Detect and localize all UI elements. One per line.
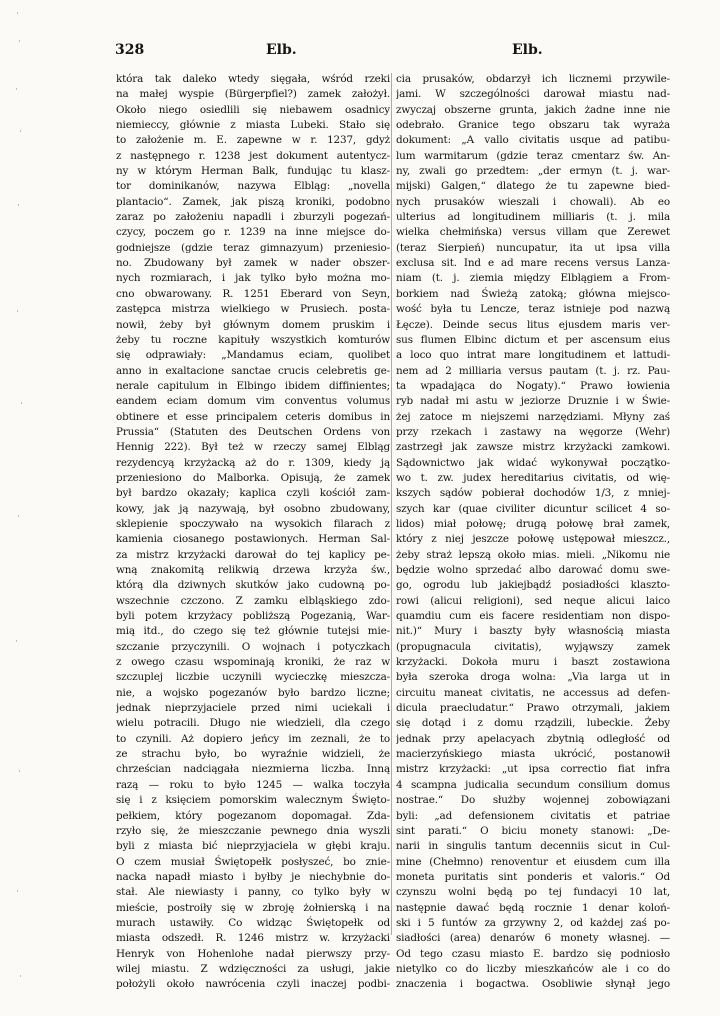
text-line: zaraz po założeniu napadli i zburzyli pogezań- <box>116 211 390 224</box>
text-line: niemieccy, głównie z miasta Lubeki. Stało się <box>116 119 390 132</box>
text-line: był bardzo okazały; kaplica czyli kościół zam- <box>116 487 390 500</box>
text-line: plantacio“. Zamek, jak piszą kroniki, podobno <box>116 195 390 208</box>
text-line: zastępca mistrza wielkiego w Prusiech. posta- <box>116 303 390 316</box>
text-line: cia prusaków, obdarzył ich licznemi przywile- <box>396 73 670 85</box>
text-line: kszych sądów pobierał dochodów 1/3, z mniej- <box>396 487 670 500</box>
text-line: czycy, poczem go r. 1239 na inne miejsce do- <box>116 226 390 239</box>
text-line: eandem eciam domum vim conventus volumus <box>116 395 390 408</box>
text-line: cno obwarowany. R. 1251 Eberard von Seyn, <box>116 287 390 300</box>
text-line: przy rzekach i zastawy na węgorze (Wehr) <box>396 425 670 438</box>
text-line: będzie wolno sprzedać albo darować domu swe- <box>396 564 670 576</box>
text-line: anno in exaltacione sanctae crucis celebretis ge- <box>116 364 390 377</box>
text-line: nerale capitulum in Elbingo ibidem diffinientes; <box>116 379 390 392</box>
text-line: chrześcian nadciągała niezmierna liczba. Inną <box>116 763 390 776</box>
text-line: żej zatoce m niejszemi narzędziami. Młyny zaś <box>396 410 670 423</box>
text-line: niam (t. j. ziemia między Elblągiem a From- <box>396 272 670 285</box>
text-line: a loco quo intrat mare longitudinem et lattudi- <box>396 349 670 362</box>
text-line: nacka napadł miasto i byłby je niechybnie do- <box>116 870 390 883</box>
text-line: z następnego r. 1238 jest dokument autentycz- <box>116 149 390 162</box>
text-line: murach ustawiły. Co widząc Świętopełk od <box>116 916 390 929</box>
text-line: mią itd., do czego się też głównie tutejsi mie- <box>116 625 390 638</box>
text-line: się i z księciem pomorskim walecznym Święto- <box>116 794 390 807</box>
text-line: nostrae.“ Do służby wojennej zobowiązani <box>396 794 670 807</box>
text-line: ski i 5 funtów za grzywny 2, od każdej zaś po- <box>396 916 670 929</box>
text-line: ny, zwali go przedtem: „der ermyn (t. j. war- <box>396 165 670 178</box>
text-line: sklepienie spoczywało na wysokich filarach z <box>116 517 390 530</box>
text-line: sus flumen Elbinc dictum et per ascensum eius <box>396 333 670 346</box>
text-line: byli potem krzyżacy pobliższą Pogezanią, War- <box>116 610 390 623</box>
text-line: Około niego osiedlili się niebawem osadnicy <box>116 103 390 116</box>
text-line: rezydencyą krzyżacką aż do r. 1309, kiedy ją <box>116 456 390 469</box>
page-number: 328 <box>115 42 145 58</box>
text-line: ze strachu było, bo wyraźnie widzieli, że <box>116 748 390 761</box>
text-line: zwyczaj obszerne grunta, jakich żadne inne nie <box>396 103 670 116</box>
text-line: następnie dawać będą rocznie 1 denar koloń- <box>396 901 670 914</box>
text-line: lidos) miał połowę; drugą połowę brał zamek, <box>396 517 670 530</box>
text-line: lum warmitarum (gdzie teraz cmentarz św. An- <box>396 149 670 162</box>
text-line: dicula praecludatur.“ Prawo otrzymali, jakiem <box>396 702 670 715</box>
text-line: nietylko co do liczby mieszkańców ale i co do <box>396 962 670 975</box>
text-line: zastrzegł jak zawsze mistrz krzyżacki zamkowi. <box>396 441 670 454</box>
text-line: rowi (alicui religioni), sed neque alicui laico <box>396 594 670 607</box>
text-line: to czynili. Aż dopiero jeńcy im zeznali, że to <box>116 732 390 745</box>
text-line: żeby straż lepszą około mias. mieli. „Nikomu nie <box>396 548 670 561</box>
text-line: ryb nadał mi astu w jeziorze Druznie i w Świe- <box>396 395 670 408</box>
text-line: miasta odszedł. R. 1246 mistrz w. krzyżacki <box>116 932 390 945</box>
text-line: jednak przy apelacyach zbytnią odległość od <box>396 732 670 745</box>
text-line: Henryk von Hohenlohe nadał pierwszy przy- <box>116 947 390 960</box>
text-line: wilej miastu. Z wdzięczności za usługi, jakie <box>116 962 390 975</box>
text-line: szych kar (quae civiliter dicuntur scilicet 4 so- <box>396 502 670 515</box>
text-line: byli z miasta bić nieprzyjaciela w głębi kraju. <box>116 840 390 853</box>
text-line: macierzyńskiego miasta ukrócić, postanowił <box>396 748 670 761</box>
left-text-column <box>116 72 390 993</box>
text-line: jami. W szczególności darował miastu nad- <box>396 88 670 101</box>
text-line: mine (Chełmno) renoventur et eiusdem cum illa <box>396 855 670 868</box>
text-line: obtinere et esse principalem ceteris domibus in <box>116 410 390 423</box>
text-line: ta wpadająca do Nogaty).“ Prawo łowienia <box>396 379 670 392</box>
column-divider <box>391 73 392 935</box>
text-line: 4 scampna judicalia secundum consilium domus <box>396 778 670 791</box>
text-line: szczanie przyczynili. O wojnach i potyczkach <box>116 640 390 653</box>
text-line: wość była tu Lencze, teraz istnieje pod nazwą <box>396 303 670 316</box>
text-line: znaczenia i bogactwa. Osobliwie słynął jego <box>396 978 670 991</box>
text-line: krzyżacki. Dokoła muru i baszt zostawiona <box>396 656 670 669</box>
text-line: sint parati.“ O biciu monety stanowi: „De- <box>396 824 670 837</box>
text-line: nowił, żeby był głównym domem pruskim i <box>116 318 390 331</box>
text-line: który z niej jeszcze połowę ustępował mieszcz., <box>396 533 670 546</box>
text-line: kowy, jak ją nazywają, był osobno zbudowany, <box>116 502 390 515</box>
text-line: położyli około nawrócenia czyli inaczej podbi- <box>116 978 390 991</box>
text-line: kamienia ciosanego postawionych. Herman Sal- <box>116 533 390 546</box>
text-line: ny w którym Herman Balk, fundując tu klasz- <box>116 165 390 178</box>
text-line: quamdiu cum eis facere residentiam non dispo- <box>396 610 670 623</box>
text-line: byli: „ad defensionem civitatis et patriae <box>396 809 670 822</box>
right-text-column <box>396 72 670 993</box>
text-line: była szeroka droga wolna: „Via larga ut in <box>396 671 670 684</box>
text-line: borkiem nad Świeżą zatoką; główna miejsco- <box>396 287 670 300</box>
text-line: szczuplej liczbie uczynili wycieczkę mieszcza- <box>116 671 390 684</box>
text-line: Od tego czasu miasto E. bardzo się podniosło <box>396 947 670 960</box>
text-line: mieście, postroiły się w zbroję żołnierską i na <box>116 901 390 914</box>
text-line: mijski) Galgen,“ dlatego że tu zapewne bied- <box>396 180 670 193</box>
text-line: Sądownictwo jak widać wykonywał początko- <box>396 456 670 469</box>
text-line: Hennig 222). Był też w rzeczy samej Elbląg <box>116 441 390 454</box>
text-line: nem ad 2 milliaria versus pautam (t. j. rz. Pau- <box>396 364 670 377</box>
text-line: która tak daleko wtedy sięgała, wśród rzeki <box>116 73 390 85</box>
text-line: odebrało. Granice tego obszaru tak wyraża <box>396 119 670 132</box>
text-line: moneta puritatis sint ponderis et valoris.“ Od <box>396 870 670 883</box>
text-line: z owego czasu wspominają kroniki, że raz w <box>116 656 390 669</box>
text-line: przeniesiono do Malborka. Opisują, że zamek <box>116 471 390 484</box>
text-line: (teraz Sierpień) nuncupatur, ita ut ipsa villa <box>396 241 670 254</box>
text-line: wielka chełmińska) versus villam que Zerewet <box>396 226 670 239</box>
text-line: nie, a wojsko pogezanów było bardzo liczne; <box>116 686 390 699</box>
text-line: godniejsze (gdzie teraz gimnazyum) przeniesio- <box>116 241 390 254</box>
margin-specks <box>15 0 23 1016</box>
text-line: (propugnacula civitatis), wyjąwszy zamek <box>396 640 670 653</box>
text-line: się dotąd i z domu rządzili, lubeckie. Żeby <box>396 717 670 730</box>
text-line: razą — roku to było 1245 — walka toczyła <box>116 778 390 791</box>
text-line: żeby tu roczne kapituły wszystkich komturów <box>116 333 390 346</box>
text-line: tor dominikanów, nazywa Elbląg: „novella <box>116 180 390 193</box>
text-line: się odprawiały: „Mandamus eciam, quolibet <box>116 349 390 362</box>
text-line: jednak nieprzyjaciele przed nimi uciekali i <box>116 702 390 715</box>
text-line: narii in singulis tantum decenniis sicut in Cul- <box>396 840 670 853</box>
running-head-right: Elb. <box>512 42 543 58</box>
text-line: stał. Ale niewiasty i panny, co tylko były w <box>116 886 390 899</box>
text-line: Łęcze). Deinde secus litus ejusdem maris ver- <box>396 318 670 331</box>
text-line: O czem musiał Świętopełk posłyszeć, bo znie- <box>116 855 390 868</box>
text-line: no. Zbudowany był zamek w nader obszer- <box>116 257 390 270</box>
text-line: nych prusaków wieszali i chowali). Ab eo <box>396 195 670 208</box>
running-head-left: Elb. <box>266 42 297 58</box>
text-line: ulterius ad longitudinem milliaris (t. j. mila <box>396 211 670 224</box>
text-line: go, ogrodu lub jakiejbądź posiadłości klaszto- <box>396 579 670 592</box>
text-line: Prussia“ (Statuten des Deutschen Ordens von <box>116 425 390 438</box>
text-line: circuitu maneat civitatis, ne accessus ad defen- <box>396 686 670 699</box>
text-line: siadłości (area) denarów 6 monety własnej. — <box>396 932 670 945</box>
text-line: na małej wyspie (Bürgerpfiel?) zamek założył. <box>116 88 390 101</box>
text-line: pełkiem, który pogezanom dopomagał. Zda- <box>116 809 390 822</box>
text-line: mistrz krzyżacki: „ut ipsa correctio fiat infra <box>396 763 670 776</box>
text-line: wną znakomitą relikwią drzewa krzyża św., <box>116 564 390 576</box>
text-line: którą dla dziwnych skutków jako cudowną po- <box>116 579 390 592</box>
text-line: wo t. zw. judex hereditarius civitatis, od wię- <box>396 471 670 484</box>
text-line: to założenie m. E. zapewne w r. 1237, gdyż <box>116 134 390 147</box>
text-line: wszechnie czczono. Z zamku elbląskiego zdo- <box>116 594 390 607</box>
text-line: dokument: „A vallo civitatis usque ad patibu- <box>396 134 670 147</box>
text-line: exclusa sit. Ind e ad mare recens versus Lanza- <box>396 257 670 270</box>
text-line: za mistrz krzyżacki darował do tej kaplicy pe- <box>116 548 390 561</box>
text-line: wielu potracili. Długo nie wiedzieli, dla czego <box>116 717 390 730</box>
text-line: czynszu wolni będą po tej fundacyi 10 lat, <box>396 886 670 899</box>
text-line: nych rozmiarach, i jak tylko było można mo- <box>116 272 390 285</box>
text-line: rzyło się, że mieszczanie pewnego dnia wyszli <box>116 824 390 837</box>
text-line: nit.)“ Mury i baszty były własnością miasta <box>396 625 670 638</box>
